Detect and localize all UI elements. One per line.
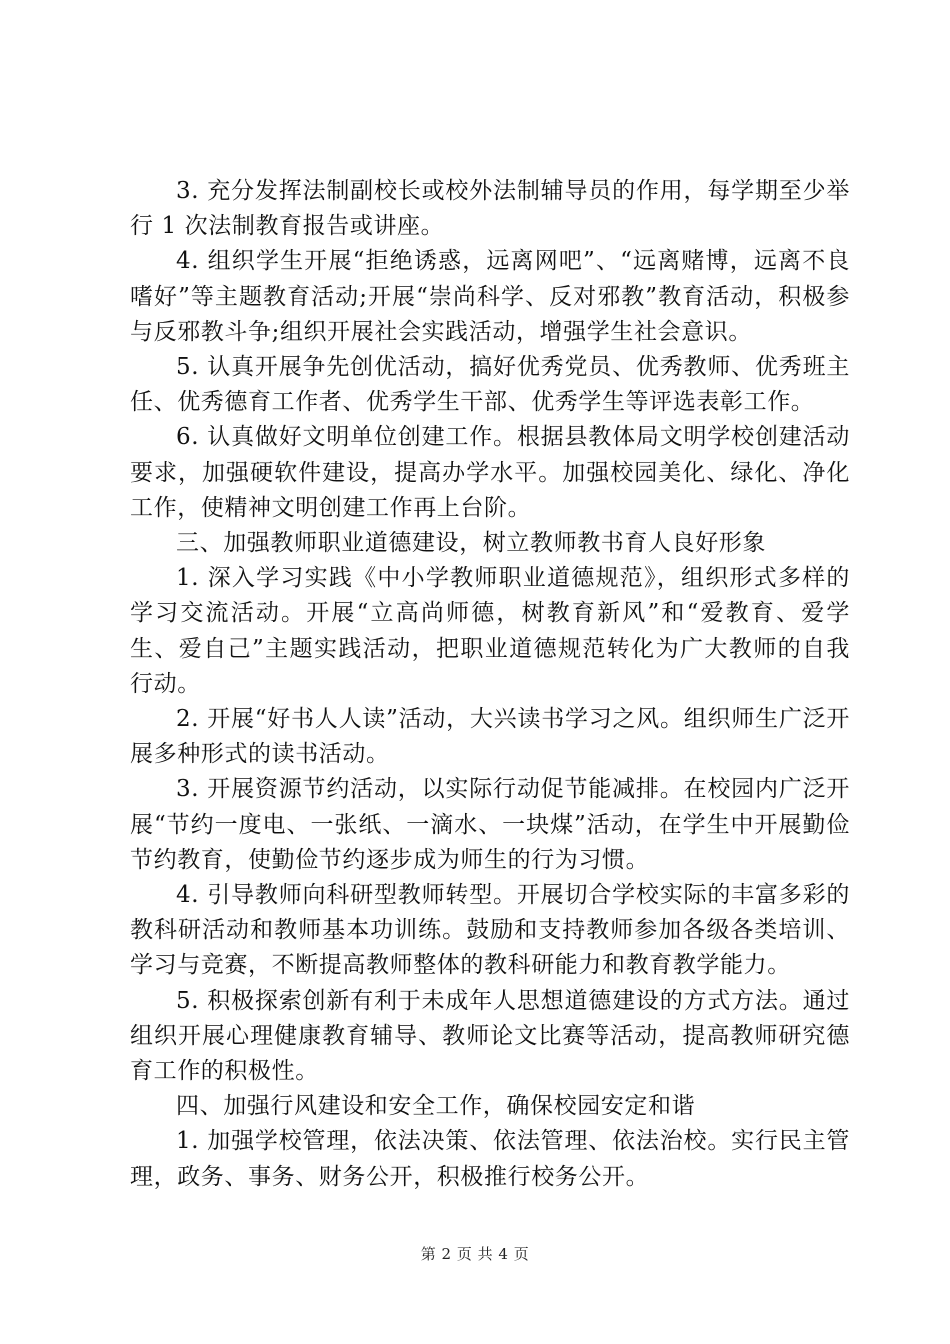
section-heading-4: 四、加强行风建设和安全工作，确保校园安定和谐	[176, 1093, 696, 1120]
document-body	[130, 174, 850, 1195]
paragraph-3-legal-education: 3. 充分发挥法制副校长或校外法制辅导员的作用，每学期至少举行 1 次法制教育报告或讲座。	[130, 178, 850, 240]
paragraph-4-theme-activities: 4. 组织学生开展“拒绝诱惑，远离网吧”、“远离赌博，远离不良嗜好”等主题教育活动;开展“崇尚科学、反对邪教”教育活动，积极参与反邪教斗争;组织开展社会实践活动，增强学生社会意识。	[130, 248, 850, 345]
paragraph-1-ethics-study: 1. 深入学习实践《中小学教师职业道德规范》，组织形式多样的学习交流活动。开展“立高尚师德，树教育新风”和“爱教育、爱学生、爱自己”主题实践活动，把职业道德规范转化为广大教师的自我行动。	[130, 565, 850, 697]
paragraph-5-innovation: 5. 积极探索创新有利于未成年人思想道德建设的方式方法。通过组织开展心理健康教育辅导、教师论文比赛等活动，提高教师研究德育工作的积极性。	[130, 987, 850, 1085]
page-footer: 第 2 页 共 4 页	[420, 1245, 530, 1263]
paragraph-6-civilized-unit: 6. 认真做好文明单位创建工作。根据县教体局文明学校创建活动要求，加强硬软件建设，提高办学水平。加强校园美化、绿化、净化工作，使精神文明创建工作再上台阶。	[130, 424, 850, 521]
paragraph-4-research: 4. 引导教师向科研型教师转型。开展切合学校实际的丰富多彩的教科研活动和教师基本功训练。鼓励和支持教师参加各级各类培训、学习与竞赛，不断提高教师整体的教科研能力和教育教学能力。	[130, 882, 850, 979]
paragraph-2-reading: 2. 开展“好书人人读”活动，大兴读书学习之风。组织师生广泛开展多种形式的读书活动。	[130, 706, 850, 768]
paragraph-5-excellence-awards: 5. 认真开展争先创优活动，搞好优秀党员、优秀教师、优秀班主任、优秀德育工作者、优秀学生干部、优秀学生等评选表彰工作。	[130, 354, 850, 416]
paragraph-3-conservation: 3. 开展资源节约活动，以实际行动促节能减排。在校园内广泛开展“节约一度电、一张纸、一滴水、一块煤”活动，在学生中开展勤俭节约教育，使勤俭节约逐步成为师生的行为习惯。	[130, 776, 850, 873]
section-heading-3: 三、加强教师职业道德建设，树立教师教书育人良好形象	[176, 530, 766, 557]
paragraph-1-management: 1. 加强学校管理，依法决策、依法管理、依法治校。实行民主管理，政务、事务、财务公开，积极推行校务公开。	[130, 1128, 850, 1190]
